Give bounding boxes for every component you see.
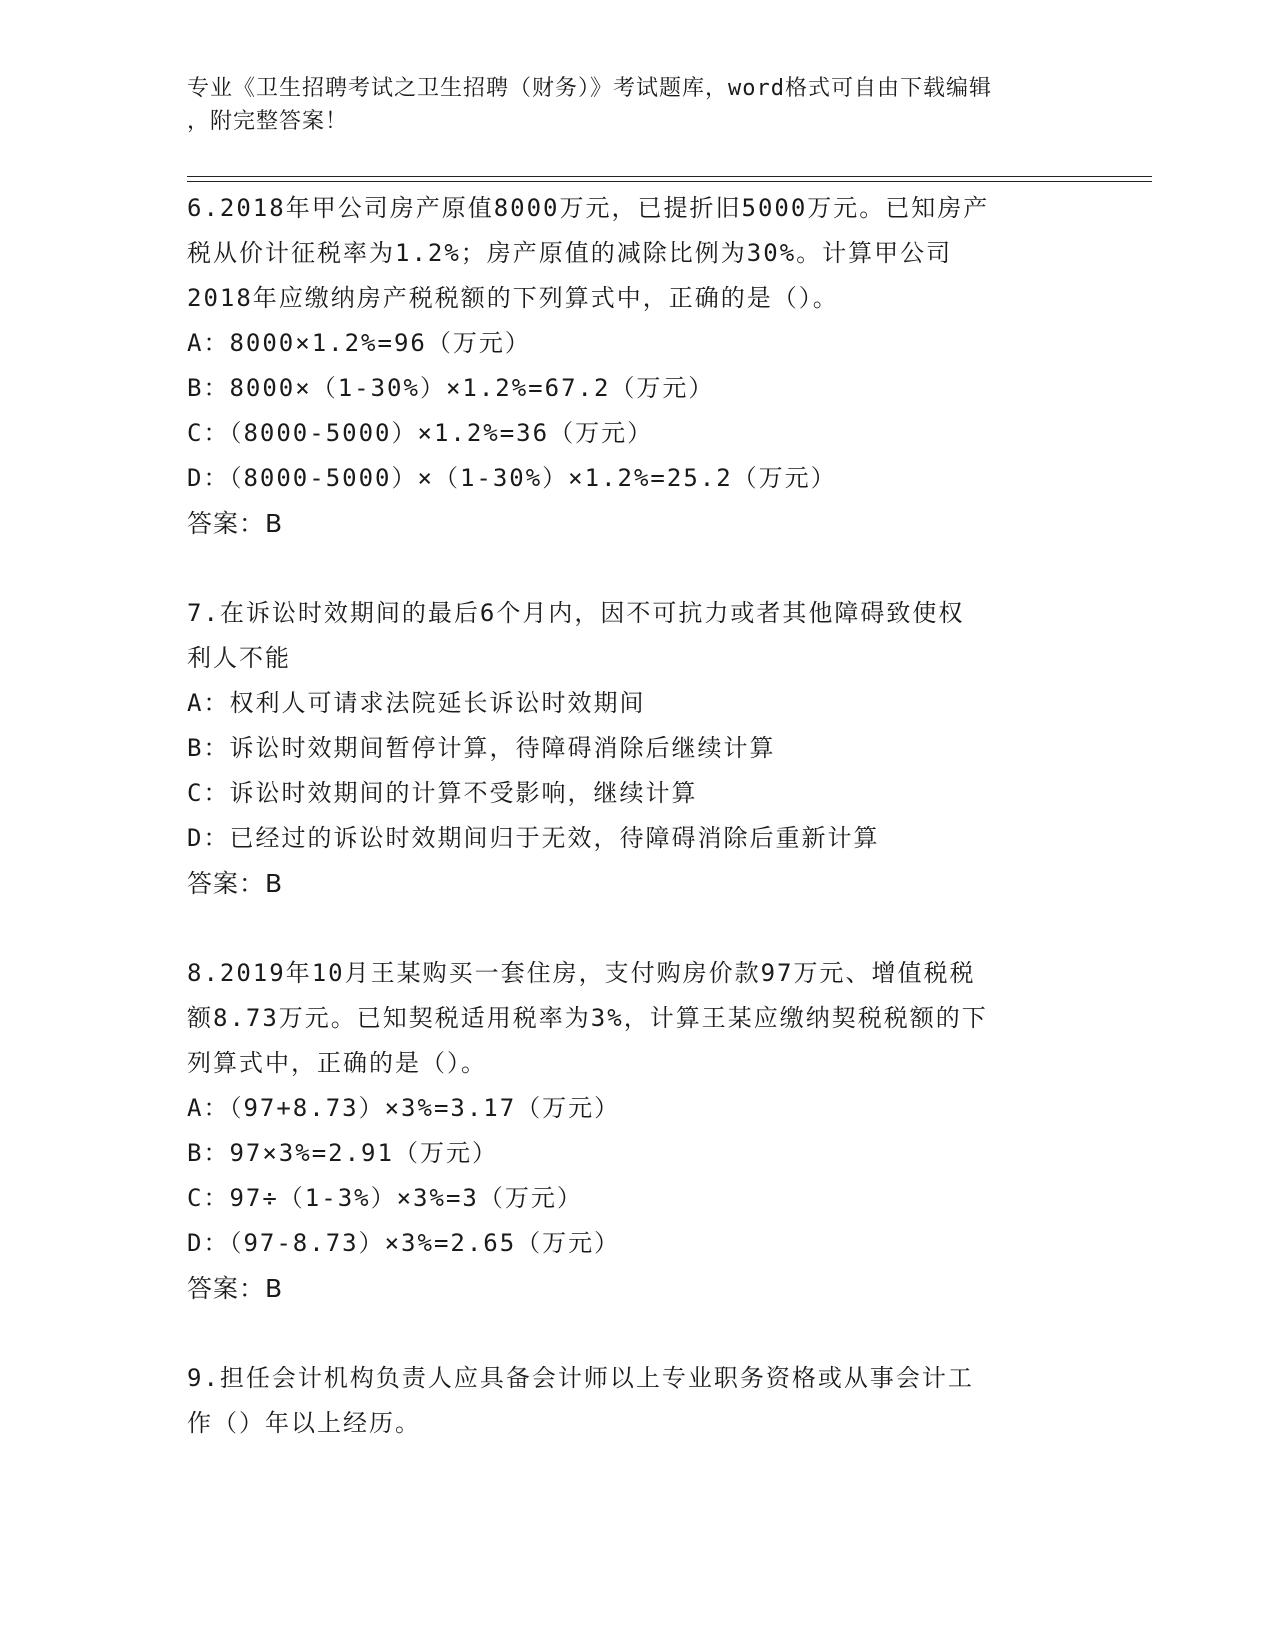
option-a: A：权利人可请求法院延长诉讼时效期间 (187, 689, 646, 717)
question-text-line: 利人不能 (187, 644, 291, 672)
question-list (187, 186, 1087, 1490)
question-text-line: 8.2019年10月王某购买一套住房，支付购房价款97万元、增值税税 (187, 959, 976, 987)
document-header (187, 72, 1067, 138)
header-divider-top (187, 176, 1152, 177)
question-text-line: 2018年应缴纳房产税税额的下列算式中，正确的是（）。 (187, 284, 839, 312)
option-c: C：97÷（1-3%）×3%=3（万元） (187, 1184, 583, 1212)
option-c: C：诉讼时效期间的计算不受影响，继续计算 (187, 779, 698, 807)
answer-label: 答案：B (187, 509, 284, 538)
question-text-line: 额8.73万元。已知契税适用税率为3%，计算王某应缴纳契税税额的下 (187, 1004, 988, 1032)
header-line-1: 专业《卫生招聘考试之卫生招聘（财务）》考试题库，word格式可自由下载编辑 (187, 76, 992, 101)
option-b: B：97×3%=2.91（万元） (187, 1139, 498, 1167)
question-text-line: 列算式中，正确的是（）。 (187, 1049, 487, 1077)
question-text-line: 作（）年以上经历。 (187, 1409, 421, 1437)
question-7 (187, 591, 1087, 907)
question-text-line: 7.在诉讼时效期间的最后6个月内，因不可抗力或者其他障碍致使权 (187, 599, 965, 627)
question-8 (187, 951, 1087, 1312)
question-text-line: 9.担任会计机构负责人应具备会计师以上专业职务资格或从事会计工 (187, 1364, 974, 1392)
question-9 (187, 1356, 1087, 1446)
answer-label: 答案：B (187, 869, 284, 898)
question-6 (187, 186, 1087, 547)
question-text-line: 税从价计征税率为1.2%；房产原值的减除比例为30%。计算甲公司 (187, 239, 953, 267)
answer-label: 答案：B (187, 1274, 284, 1303)
option-d: D：已经过的诉讼时效期间归于无效，待障碍消除后重新计算 (187, 824, 880, 852)
header-divider-bottom (187, 181, 1152, 182)
option-c: C：（8000-5000）×1.2%=36（万元） (187, 419, 654, 447)
option-a: A：（97+8.73）×3%=3.17（万元） (187, 1094, 621, 1122)
option-d: D：（97-8.73）×3%=2.65（万元） (187, 1229, 621, 1257)
header-line-2: ，附完整答案！ (187, 109, 349, 134)
question-text-line: 6.2018年甲公司房产原值8000万元，已提折旧5000万元。已知房产 (187, 194, 990, 222)
option-a: A：8000×1.2%=96（万元） (187, 329, 531, 357)
option-b: B：8000×（1-30%）×1.2%=67.2（万元） (187, 374, 715, 402)
option-b: B：诉讼时效期间暂停计算，待障碍消除后继续计算 (187, 734, 776, 762)
option-d: D：（8000-5000）×（1-30%）×1.2%=25.2（万元） (187, 464, 837, 492)
